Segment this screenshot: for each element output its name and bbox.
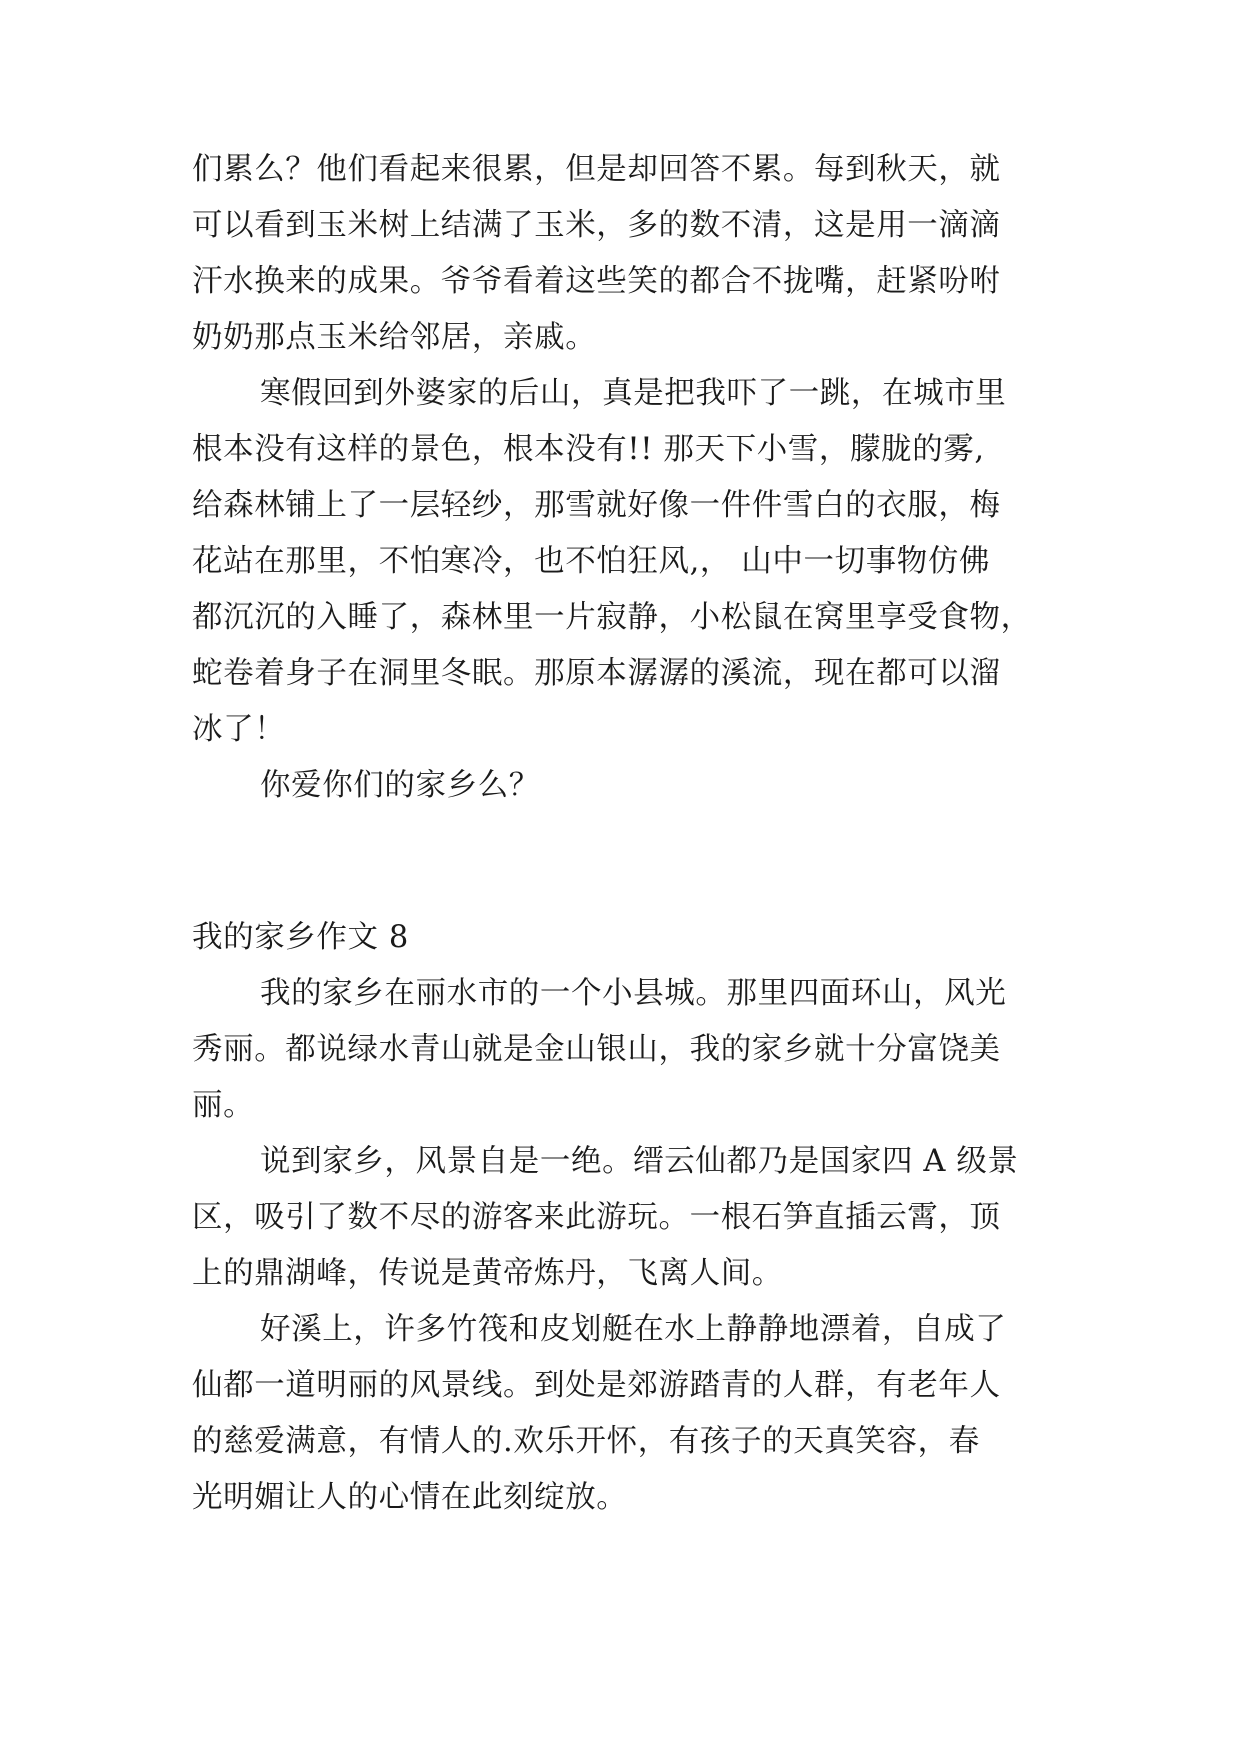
section-title: 我的家乡作文 8 [192, 920, 409, 955]
paragraph-line: 们累么？他们看起来很累，但是却回答不累。每到秋天，就 [192, 152, 1001, 187]
paragraph-line: 的慈爱满意，有情人的.欢乐开怀，有孩子的天真笑容，春 [192, 1424, 980, 1459]
paragraph-line: 区，吸引了数不尽的游客来此游玩。一根石笋直插云霄，顶 [192, 1200, 1001, 1235]
paragraph-line: 上的鼎湖峰，传说是黄帝炼丹，飞离人间。 [192, 1256, 783, 1291]
paragraph-line: 你爱你们的家乡么？ [260, 768, 540, 803]
paragraph-line: 仙都一道明丽的风景线。到处是郊游踏青的人群，有老年人 [192, 1368, 1001, 1403]
paragraph-line: 给森林铺上了一层轻纱，那雪就好像一件件雪白的衣服，梅 [192, 488, 1001, 523]
paragraph-line: 说到家乡，风景自是一绝。缙云仙都乃是国家四 A 级景 [260, 1144, 1019, 1179]
paragraph-line: 汗水换来的成果。爷爷看着这些笑的都合不拢嘴，赶紧吩咐 [192, 264, 1001, 299]
paragraph-line: 可以看到玉米树上结满了玉米，多的数不清，这是用一滴滴 [192, 208, 1001, 243]
paragraph-line: 好溪上，许多竹筏和皮划艇在水上静静地漂着，自成了 [260, 1312, 1007, 1347]
paragraph-line: 我的家乡在丽水市的一个小县城。那里四面环山，风光 [260, 976, 1007, 1011]
paragraph-line: 丽。 [192, 1088, 255, 1123]
paragraph-line: 秀丽。都说绿水青山就是金山银山，我的家乡就十分富饶美 [192, 1032, 1001, 1067]
paragraph-line: 都沉沉的入睡了，森林里一片寂静，小松鼠在窝里享受食物， [192, 600, 1032, 635]
paragraph-line: 蛇卷着身子在洞里冬眠。那原本潺潺的溪流，现在都可以溜 [192, 656, 1001, 691]
paragraph-line: 奶奶那点玉米给邻居，亲戚。 [192, 320, 597, 355]
paragraph-line: 寒假回到外婆家的后山，真是把我吓了一跳，在城市里 [260, 376, 1007, 411]
paragraph-line: 根本没有这样的景色，根本没有!! 那天下小雪，朦胧的雾, [192, 432, 985, 467]
paragraph-line: 花站在那里，不怕寒冷，也不怕狂风,， 山中一切事物仿佛 [192, 544, 991, 579]
paragraph-line: 光明媚让人的心情在此刻绽放。 [192, 1480, 628, 1515]
paragraph-line: 冰了！ [192, 712, 286, 747]
